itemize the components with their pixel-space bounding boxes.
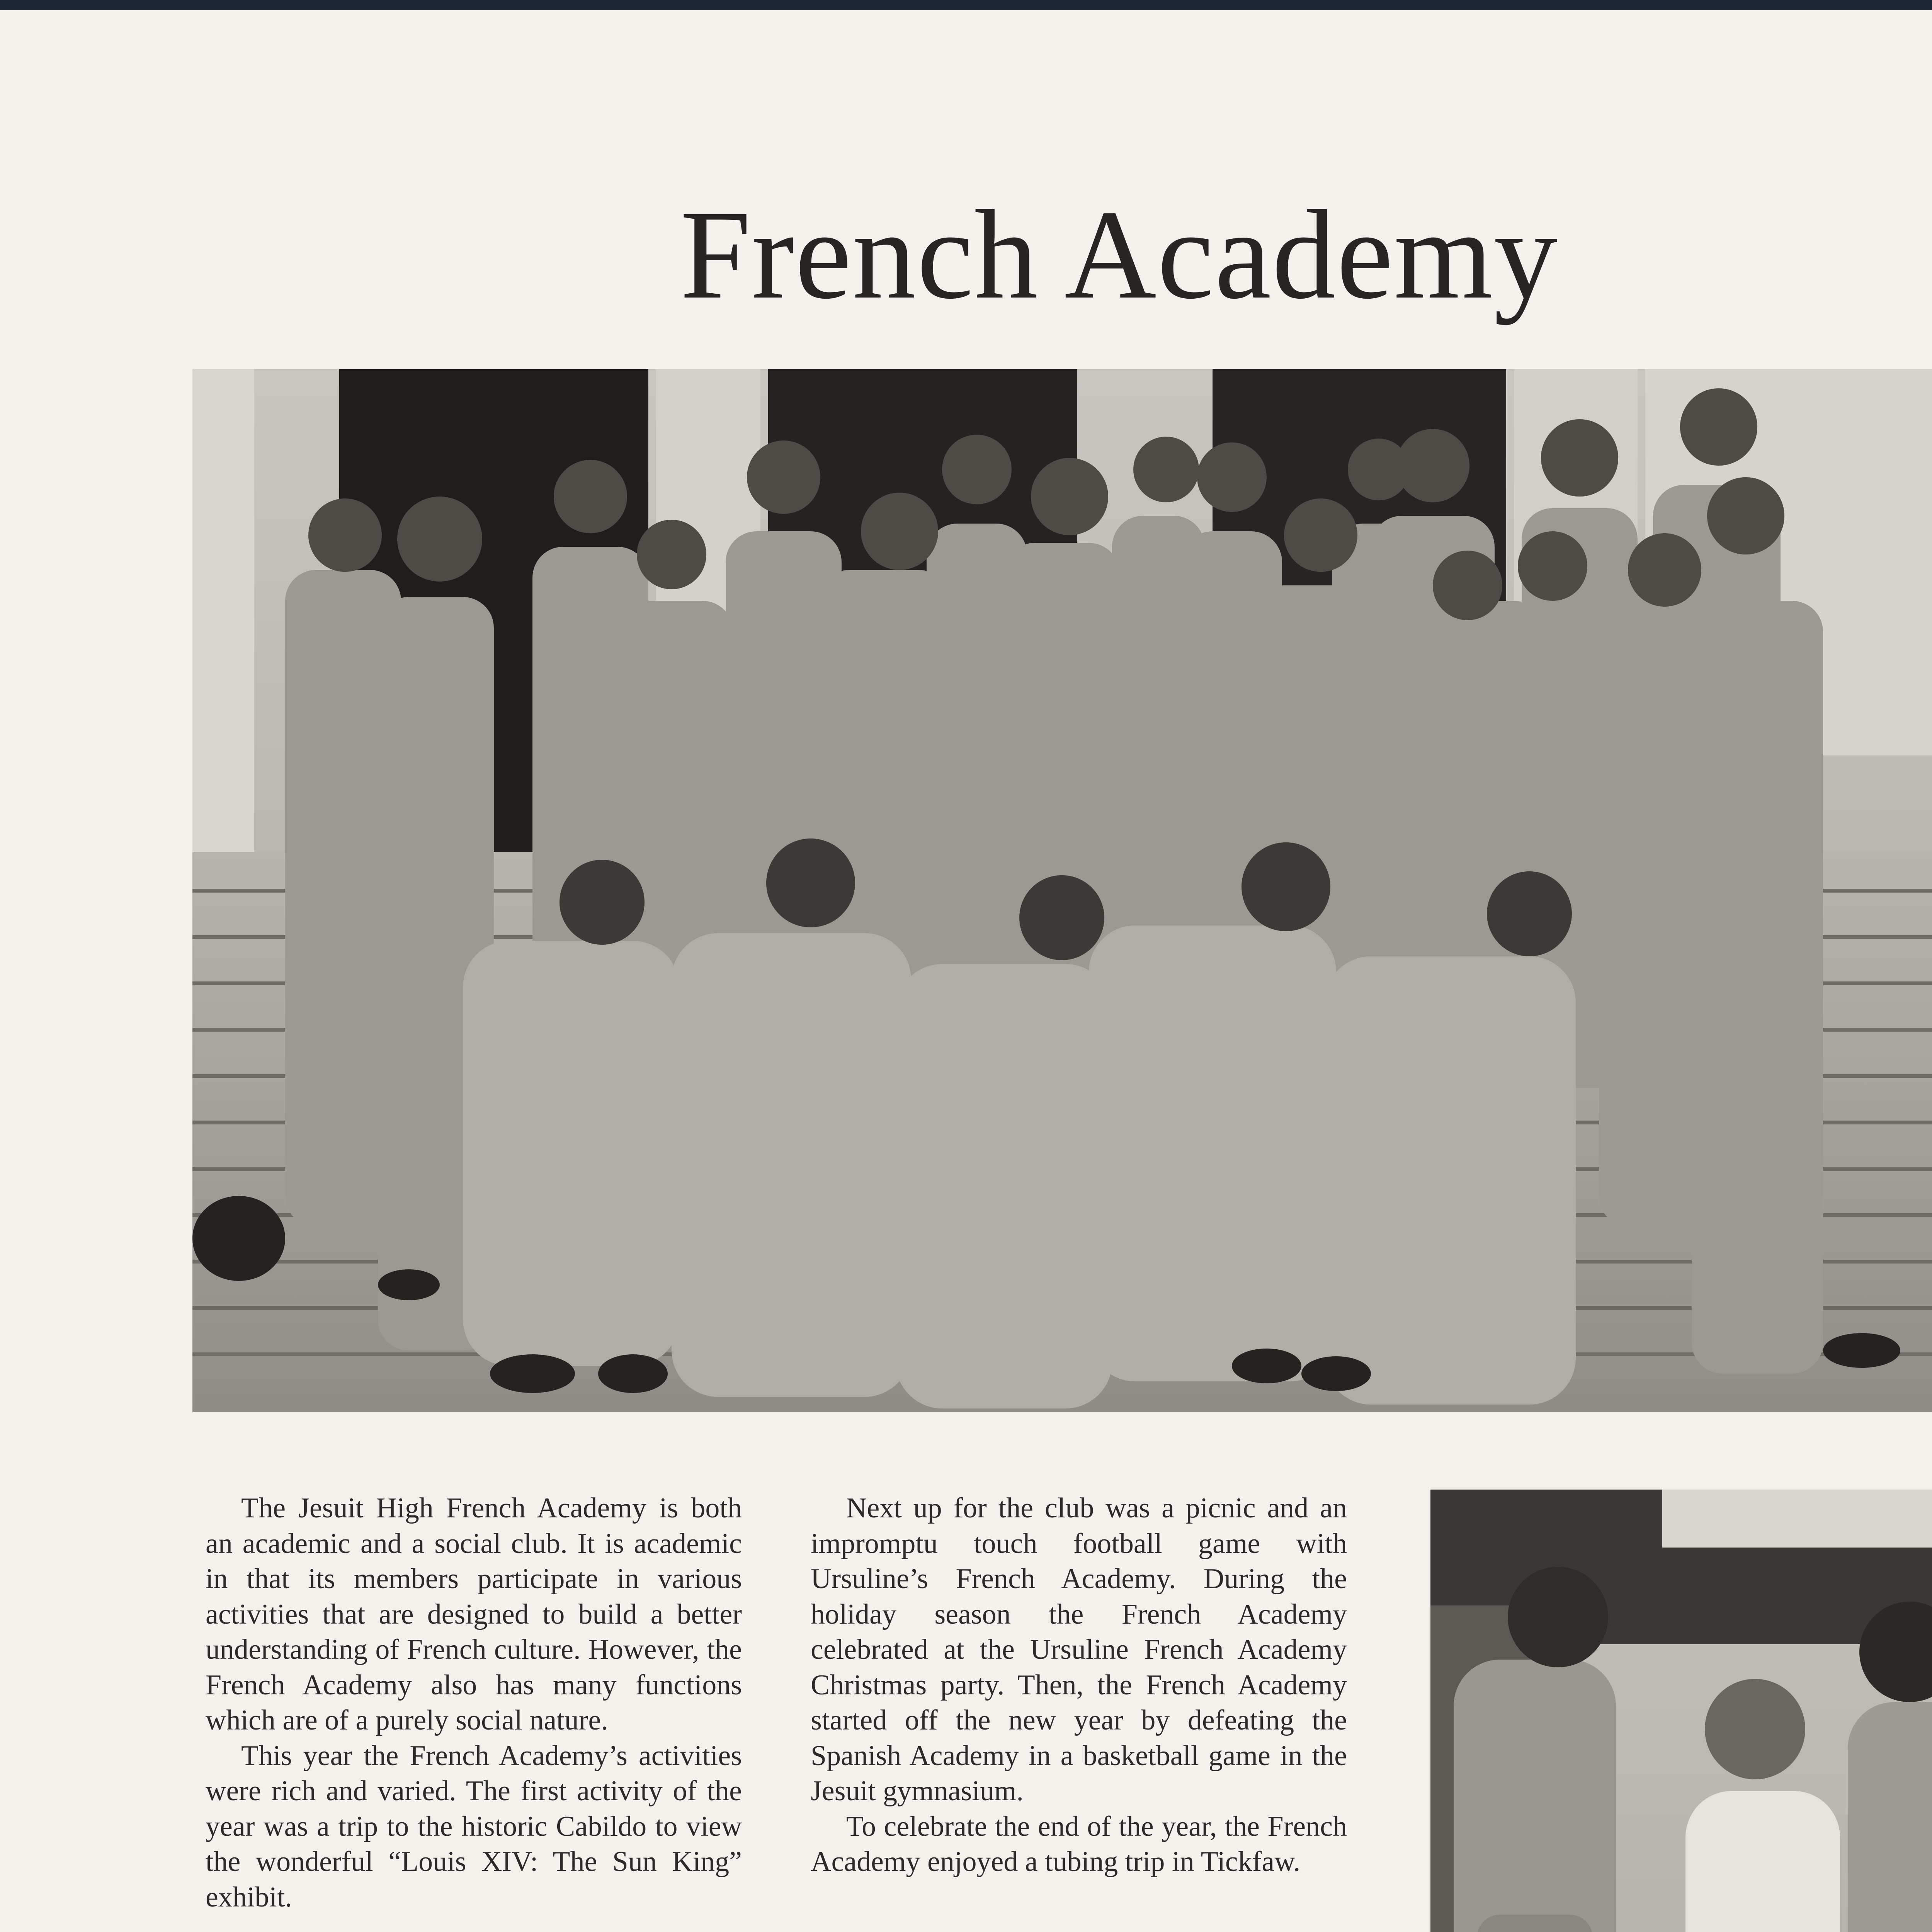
page-top-edge <box>0 0 1932 10</box>
body-paragraph: To celebrate the end of the year, the French Academy enjoyed a tubing trip in Tickfaw. <box>811 1810 1347 1878</box>
lunch-photo <box>1430 1490 1932 1932</box>
body-column-left <box>206 1491 742 1915</box>
body-paragraph: The Jesuit High French Academy is both an academic and a social club. It is academic in that its members participate in various activities that are designed to build a better understanding of French culture. However, the French Academy also has many functions which are of a purely social nature. <box>206 1492 742 1736</box>
body-paragraph: This year the French Academy’s activities were rich and varied. The first activity of the year was a trip to the historic Cabildo to view the wonderful “Louis XIV: The Sun King” exhibit. <box>206 1740 742 1913</box>
group-photo <box>192 369 1932 1412</box>
body-paragraph: Next up for the club was a picnic and an impromptu touch football game with Ursuline’s French Academy. During the holiday season the French Academy celebrated at the Ursuline French Academy Christmas party. Then, the French Academy started off the new year by defeating the Spanish Academy in a basketball game in the Jesuit gymnasium. <box>811 1492 1347 1807</box>
page-title: French Academy <box>680 184 1559 325</box>
body-column-right <box>811 1491 1347 1880</box>
